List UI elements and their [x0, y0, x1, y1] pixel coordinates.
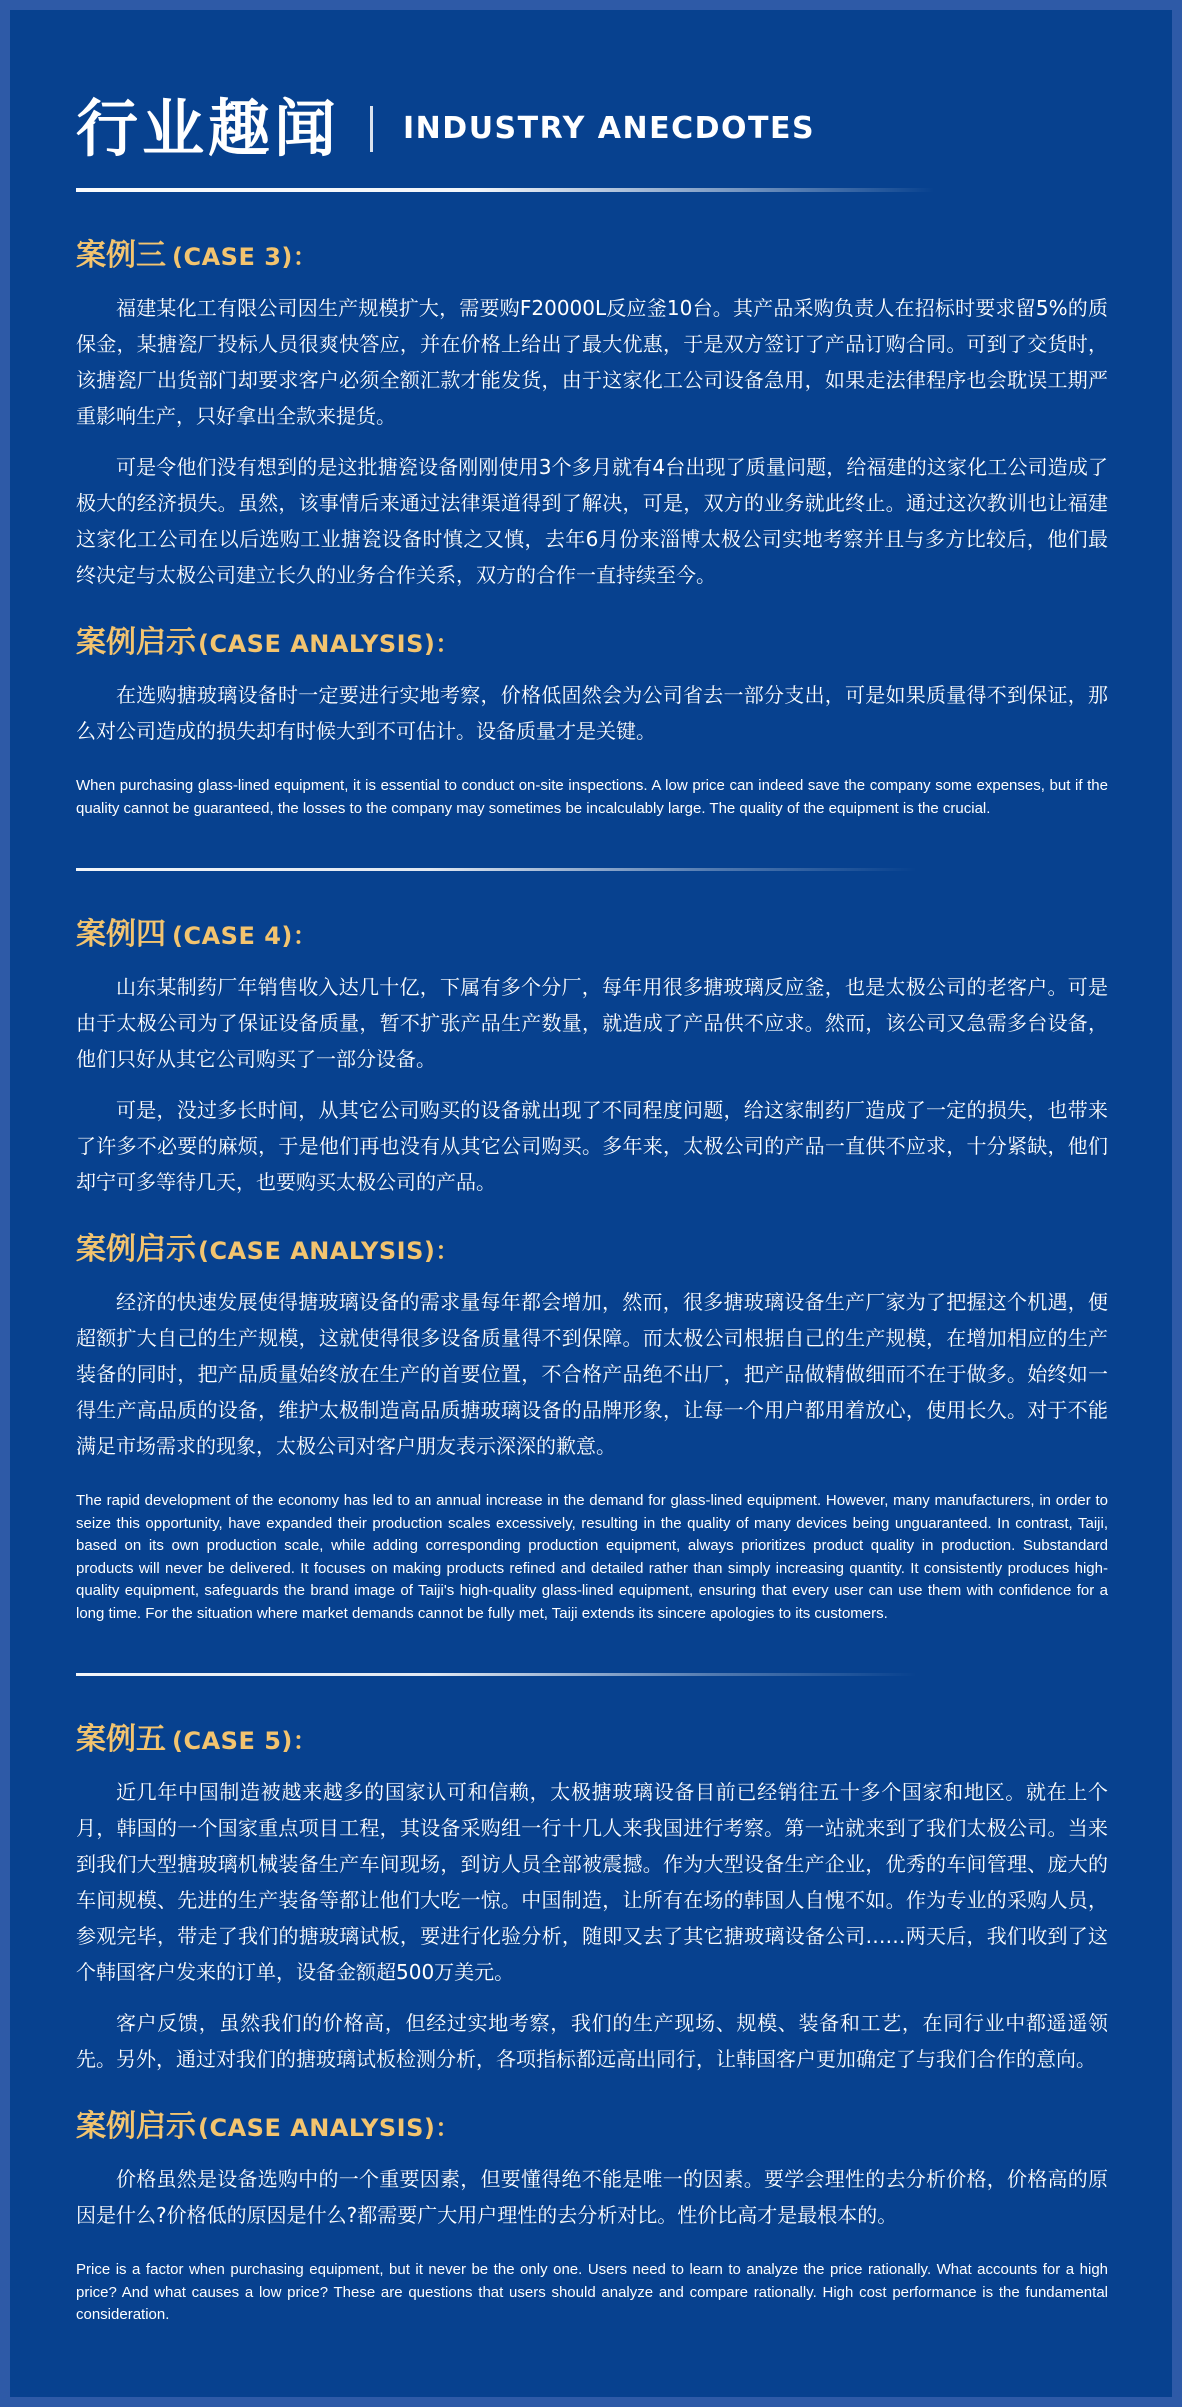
case-5-heading-zh: 案例五 [76, 1722, 166, 1757]
section-case-4 [76, 917, 1108, 1625]
case-4-paragraph: 可是，没过多长时间，从其它公司购买的设备就出现了不同程度问题，给这家制药厂造成了一定的损失，也带来了许多不必要的麻烦，于是他们再也没有从其它公司购买。多年来，太极公司的产品一直供不应求，十分紧缺，他们却宁可多等待几天，也要购买太极公司的产品。 [76, 1098, 1108, 1194]
case-5-paragraph: 近几年中国制造被越来越多的国家认可和信赖，太极搪玻璃设备目前已经销往五十多个国家和地区。就在上个月，韩国的一个国家重点项目工程，其设备采购组一行十几人来我国进行考察。第一站就来到了我们太极公司。当来到我们大型搪玻璃机械装备生产车间现场，到访人员全部被震撼。作为大型设备生产企业，优秀的车间管理、庞大的车间规模、先进的生产装备等都让他们大吃一惊。中国制造，让所有在场的韩国人自愧不如。作为专业的采购人员，参观完毕，带走了我们的搪玻璃试板，要进行化验分析，随即又去了其它搪玻璃设备公司……两天后，我们收到了这个韩国客户发来的订单，设备金额超500万美元。 [76, 1780, 1108, 1984]
case-4-heading-zh: 案例四 [76, 917, 166, 952]
case-3-analysis-heading-latin: (CASE ANALYSIS)： [198, 630, 460, 658]
section-case-3 [76, 238, 1108, 820]
case-3-analysis-paragraph: 在选购搪玻璃设备时一定要进行实地考察，价格低固然会为公司省去一部分支出，可是如果质量得不到保证，那么对公司造成的损失却有时候大到不可估计。设备质量才是关键。 [76, 683, 1108, 743]
page-title-cn: 行业趣闻 [76, 92, 341, 165]
title-separator-bar [370, 106, 373, 152]
case-4-analysis-paragraph: 经济的快速发展使得搪玻璃设备的需求量每年都会增加，然而，很多搪玻璃设备生产厂家为了把握这个机遇，便超额扩大自己的生产规模，这就使得很多设备质量得不到保障。而太极公司根据自己的生产规模，在增加相应的生产装备的同时，把产品质量始终放在生产的首要位置，不合格产品绝不出厂，把产品做精做细而不在于做多。始终如一得生产高品质的设备，维护太极制造高品质搪玻璃设备的品牌形象，让每一个用户都用着放心，使用长久。对于不能满足市场需求的现象，太极公司对客户朋友表示深深的歉意。 [76, 1290, 1108, 1458]
case-4-analysis-heading-latin: (CASE ANALYSIS)： [198, 1237, 460, 1265]
case-4-analysis-heading [76, 1232, 1108, 1268]
case-5-analysis-paragraph: 价格虽然是设备选购中的一个重要因素，但要懂得绝不能是唯一的因素。要学会理性的去分析价格，价格高的原因是什么?价格低的原因是什么?都需要广大用户理性的去分析对比。性价比高才是最根本的。 [76, 2167, 1108, 2227]
case-5-heading-latin: (CASE 5)： [172, 1727, 318, 1755]
title-row [76, 92, 1108, 165]
case-3-paragraph: 可是令他们没有想到的是这批搪瓷设备刚刚使用3个多月就有4台出现了质量问题，给福建的这家化工公司造成了极大的经济损失。虽然，该事情后来通过法律渠道得到了解决，可是，双方的业务就此终止。通过这次教训也让福建这家化工公司在以后选购工业搪瓷设备时慎之又慎，去年6月份来淄博太极公司实地考察并且与多方比较后，他们最终决定与太极公司建立长久的业务合作关系，双方的合作一直持续至今。 [76, 455, 1108, 587]
case-3-analysis-paragraph-en: When purchasing glass-lined equipment, it is essential to conduct on-site inspections. A low price can indeed save the company some expenses, but if the quality cannot be guaranteed, the losses to the company may sometimes be incalculably large. The quality of the equipment is the crucial. [76, 777, 1108, 817]
case-5-analysis-heading-zh: 案例启示 [76, 2109, 196, 2144]
case-3-analysis-heading [76, 625, 1108, 661]
case-4-heading [76, 917, 1108, 953]
case-4-analysis-heading-zh: 案例启示 [76, 1232, 196, 1267]
case-4-heading-latin: (CASE 4)： [172, 922, 318, 950]
case-3-heading-latin: (CASE 3)： [172, 243, 318, 271]
case-5-paragraph: 客户反馈，虽然我们的价格高，但经过实地考察，我们的生产现场、规模、装备和工艺，在同行业中都遥遥领先。另外，通过对我们的搪玻璃试板检测分析，各项指标都远高出同行，让韩国客户更加确定了与我们合作的意向。 [76, 2011, 1108, 2071]
page-title-en: INDUSTRY ANECDOTES [403, 111, 816, 146]
case-3-analysis-heading-zh: 案例启示 [76, 625, 196, 660]
page-header [76, 92, 1108, 192]
case-5-analysis-heading-latin: (CASE ANALYSIS)： [198, 2114, 460, 2142]
case-4-paragraph: 山东某制药厂年销售收入达几十亿，下属有多个分厂，每年用很多搪玻璃反应釜，也是太极公司的老客户。可是由于太极公司为了保证设备质量，暂不扩张产品生产数量，就造成了产品供不应求。然而，该公司又急需多台设备，他们只好从其它公司购买了一部分设备。 [76, 975, 1108, 1071]
header-divider [76, 188, 961, 192]
case-5-heading [76, 1722, 1108, 1758]
case-5-analysis-heading [76, 2109, 1108, 2145]
case-3-heading-zh: 案例三 [76, 238, 166, 273]
page [10, 10, 1172, 2397]
case-5-analysis-paragraph-en: Price is a factor when purchasing equipment, but it never be the only one. Users need to learn to analyze the price rationally. What accounts for a high price? And what causes a low price? These are questions that users should analyze and compare rationally. High cost performance is the fundamental consideration. [76, 2261, 1108, 2323]
case-3-paragraph: 福建某化工有限公司因生产规模扩大，需要购F20000L反应釜10台。其产品采购负责人在招标时要求留5%的质保金，某搪瓷厂投标人员很爽快答应，并在价格上给出了最大优惠，于是双方签订了产品订购合同。可到了交货时，该搪瓷厂出货部门却要求客户必须全额汇款才能发货，由于这家化工公司设备急用，如果走法律程序也会耽误工期严重影响生产，只好拿出全款来提货。 [76, 296, 1108, 428]
case-3-heading [76, 238, 1108, 274]
section-divider [76, 868, 961, 871]
section-case-5 [76, 1722, 1108, 2327]
case-4-analysis-paragraph-en: The rapid development of the economy has led to an annual increase in the demand for glass-lined equipment. However, many manufacturers, in order to seize this opportunity, have expanded their production scales excessively, resulting in the quality of many devices being unguaranteed. In contrast, Taiji, based on its own production scale, while adding corresponding production equipment, always prioritizes product quality in production. Substandard products will never be delivered. It focuses on making products refined and detailed rather than simply increasing quantity. It consistently produces high-quality equipment, safeguards the brand image of Taiji's high-quality glass-lined equipment, ensuring that every user can use them with confidence for a long time. For the situation where market demands cannot be fully met, Taiji extends its sincere apologies to its customers. [76, 1492, 1108, 1622]
section-divider [76, 1673, 961, 1676]
